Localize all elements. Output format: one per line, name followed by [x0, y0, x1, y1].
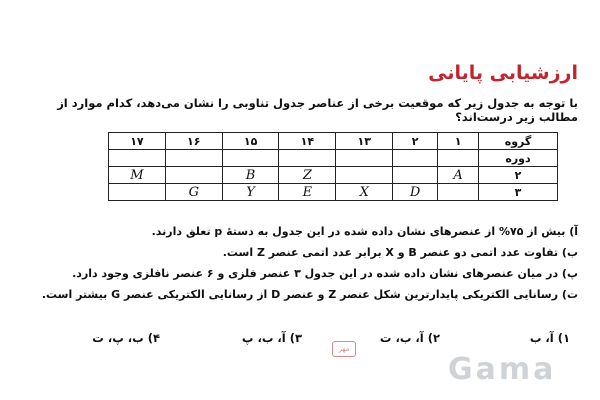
element-cell: Z	[279, 167, 336, 184]
statement-item: ب) تفاوت عدد اتمی دو عنصر B و X برابر عدد اتمی عنصر Z است.	[222, 246, 578, 259]
periodic-table	[108, 132, 558, 201]
group-cell: ۱۶	[165, 133, 222, 150]
empty-cell	[222, 150, 279, 167]
element-cell: B	[222, 167, 279, 184]
element-cell: Y	[222, 184, 279, 201]
period-cell: ۲	[479, 167, 558, 184]
empty-cell	[438, 150, 479, 167]
option-2[interactable]: ۲) آ، ب، ت	[379, 331, 440, 345]
stamp-logo: مهر	[332, 341, 356, 357]
group-cell: ۲	[393, 133, 438, 150]
element-cell	[393, 167, 438, 184]
element-cell	[438, 184, 479, 201]
element-cell: D	[393, 184, 438, 201]
statement-item: ت) رسانایی الکتریکی پایدارترین شکل عنصر Z و عنصر D از رسانایی الکتریکی عنصر G بیشتر است.	[41, 288, 578, 301]
element-cell	[336, 167, 393, 184]
element-cell: A	[438, 167, 479, 184]
element-cell	[109, 184, 166, 201]
question-text: با توجه به جدول زیر که موقعیت برخی از عناصر جدول تناوبی را نشان می‌دهد، کدام موارد از مطالب زیر درست‌اند؟	[57, 96, 578, 124]
option-3[interactable]: ۳) آ، ب، پ	[241, 331, 302, 345]
element-cell	[165, 167, 222, 184]
group-cell: ۱۳	[336, 133, 393, 150]
statement-item: پ) در میان عنصرهای نشان داده شده در این جدول ۳ عنصر فلزی و ۶ عنصر نافلزی وجود دارد.	[72, 267, 578, 280]
group-cell: ۱۷	[109, 133, 166, 150]
watermark-logo: Gama	[448, 352, 557, 387]
empty-cell	[336, 150, 393, 167]
empty-cell	[109, 150, 166, 167]
option-4[interactable]: ۴) ب، پ، ت	[92, 331, 160, 345]
element-cell: X	[336, 184, 393, 201]
element-cell: M	[109, 167, 166, 184]
option-1[interactable]: ۱) آ، ب	[529, 331, 570, 345]
empty-cell	[393, 150, 438, 167]
table-header-row	[109, 133, 558, 150]
answer-options	[40, 331, 570, 349]
element-cell: G	[165, 184, 222, 201]
group-cell: ۱	[438, 133, 479, 150]
group-cell: ۱۵	[222, 133, 279, 150]
group-label-cell: گروه	[479, 133, 558, 150]
empty-cell	[165, 150, 222, 167]
element-cell: E	[279, 184, 336, 201]
group-cell: ۱۴	[279, 133, 336, 150]
period-cell: ۳	[479, 184, 558, 201]
table-row	[109, 184, 558, 201]
statements-list	[18, 221, 578, 305]
period-label-cell: دوره	[479, 150, 558, 167]
statement-item: آ) بیش از ۷۵% از عنصرهای نشان داده شده در این جدول به دستهٔ p تعلق دارند.	[151, 225, 578, 238]
section-title: ارزشیابی پایانی	[428, 62, 578, 84]
empty-cell	[279, 150, 336, 167]
table-period-label-row	[109, 150, 558, 167]
table-row	[109, 167, 558, 184]
